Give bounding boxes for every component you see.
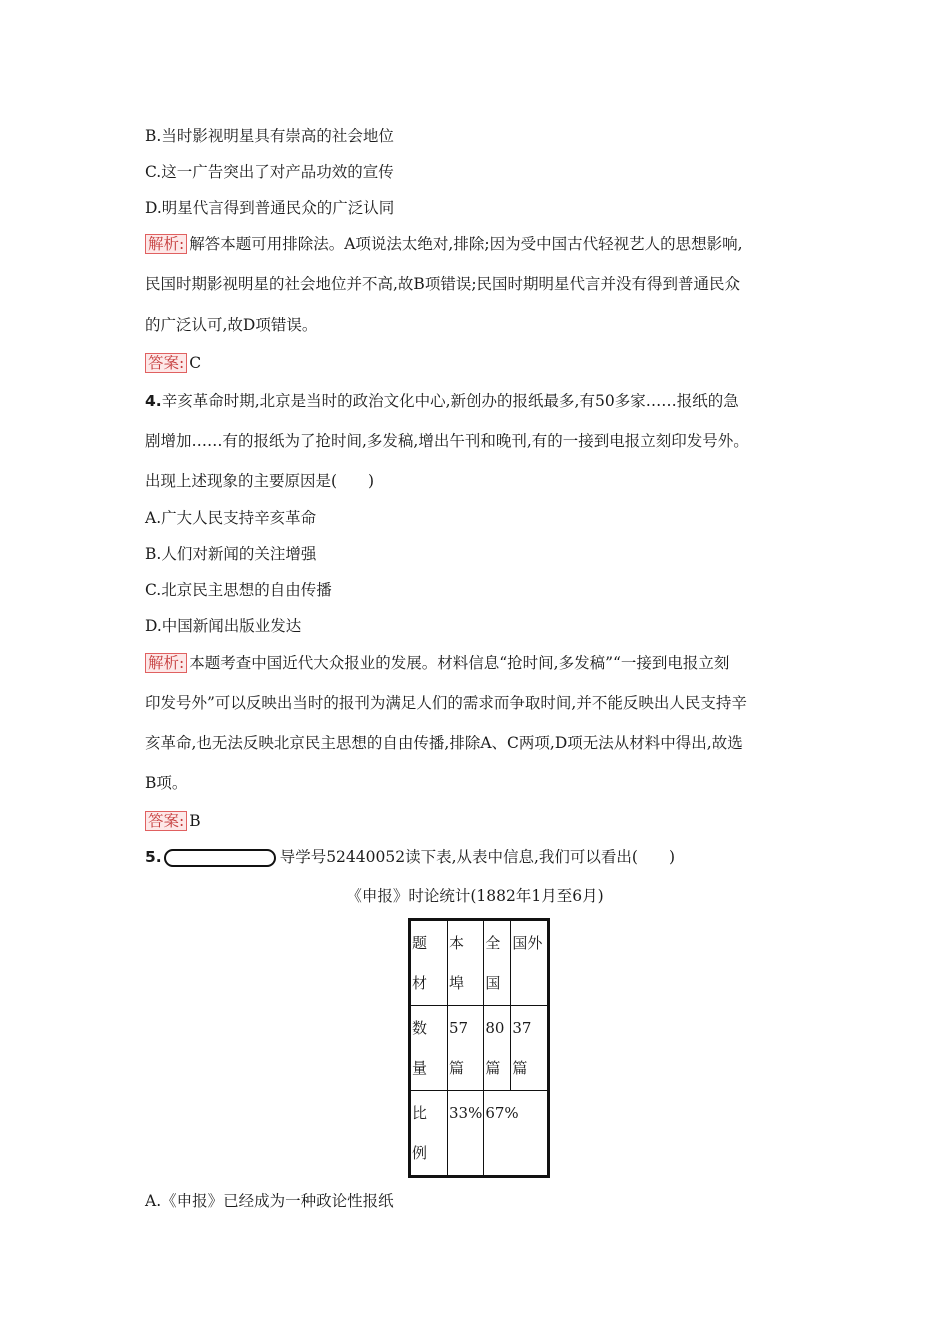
table-cell: 37篇	[511, 1006, 549, 1091]
table-caption: 《申报》时论统计(1882年1月至6月)	[346, 887, 604, 905]
statistics-table	[408, 918, 550, 1178]
table-row	[410, 1091, 549, 1177]
table-row	[410, 920, 549, 1006]
q3-option-d: D.明星代言得到普通民众的广泛认同	[145, 199, 395, 217]
table-cell: 全国	[484, 920, 511, 1006]
analysis-tag: 解析:	[145, 653, 187, 673]
table-cell: 题材	[410, 920, 448, 1006]
q5-stem-text: 导学号52440052读下表,从表中信息,我们可以看出( )	[279, 848, 676, 866]
q3-answer-value: C	[189, 354, 202, 372]
table-cell: 33%	[448, 1091, 484, 1177]
q5-option-a: A.《申报》已经成为一种政论性报纸	[145, 1192, 394, 1210]
q4-analysis-line2: 印发号外”可以反映出当时的报刊为满足人们的需求而争取时间,并不能反映出人民支持辛	[145, 694, 747, 712]
q4-stem-text: 辛亥革命时期,北京是当时的政治文化中心,新创办的报纸最多,有50多家……报纸的急	[161, 392, 739, 410]
table-cell: 数量	[410, 1006, 448, 1091]
q4-option-d: D.中国新闻出版业发达	[145, 617, 302, 635]
guide-number-box	[164, 849, 276, 867]
q4-analysis-line3: 亥革命,也无法反映北京民主思想的自由传播,排除A、C两项,D项无法从材料中得出,故选	[145, 734, 743, 752]
q4-analysis-line1	[145, 652, 729, 674]
q5-stem	[145, 846, 675, 868]
q4-analysis-line4: B项。	[145, 774, 188, 792]
q4-stem-line3: 出现上述现象的主要原因是( )	[145, 472, 375, 490]
table-cell: 67%	[484, 1091, 549, 1177]
q4-answer	[145, 810, 201, 832]
q3-option-c: C.这一广告突出了对产品功效的宣传	[145, 163, 394, 181]
q3-option-b: B.当时影视明星具有崇高的社会地位	[145, 127, 394, 145]
q4-option-b: B.人们对新闻的关注增强	[145, 545, 317, 563]
analysis-tag: 解析:	[145, 234, 187, 254]
table-cell: 比例	[410, 1091, 448, 1177]
table-cell: 国外	[511, 920, 549, 1006]
q3-analysis-line1	[145, 233, 743, 255]
table-cell: 本埠	[448, 920, 484, 1006]
q3-answer	[145, 352, 201, 374]
table-cell: 57篇	[448, 1006, 484, 1091]
q4-option-a: A.广大人民支持辛亥革命	[145, 509, 317, 527]
q4-answer-value: B	[189, 812, 201, 830]
q4-stem-line2: 剧增加……有的报纸为了抢时间,多发稿,增出午刊和晚刊,有的一接到电报立刻印发号外。	[145, 432, 749, 450]
q4-number: 4.	[145, 392, 162, 410]
q5-number: 5.	[145, 848, 162, 866]
table-row	[410, 1006, 549, 1091]
q4-analysis-text: 本题考查中国近代大众报业的发展。材料信息“抢时间,多发稿”“一接到电报立刻	[189, 654, 730, 672]
table-cell: 80篇	[484, 1006, 511, 1091]
answer-tag: 答案:	[145, 353, 187, 373]
q3-analysis-text: 解答本题可用排除法。A项说法太绝对,排除;因为受中国古代轻视艺人的思想影响,	[189, 235, 743, 253]
answer-tag: 答案:	[145, 811, 187, 831]
q3-analysis-line2: 民国时期影视明星的社会地位并不高,故B项错误;民国时期明星代言并没有得到普通民众	[145, 275, 741, 293]
q4-option-c: C.北京民主思想的自由传播	[145, 581, 332, 599]
q3-analysis-line3: 的广泛认可,故D项错误。	[145, 316, 318, 334]
q4-stem-line1	[145, 390, 739, 412]
